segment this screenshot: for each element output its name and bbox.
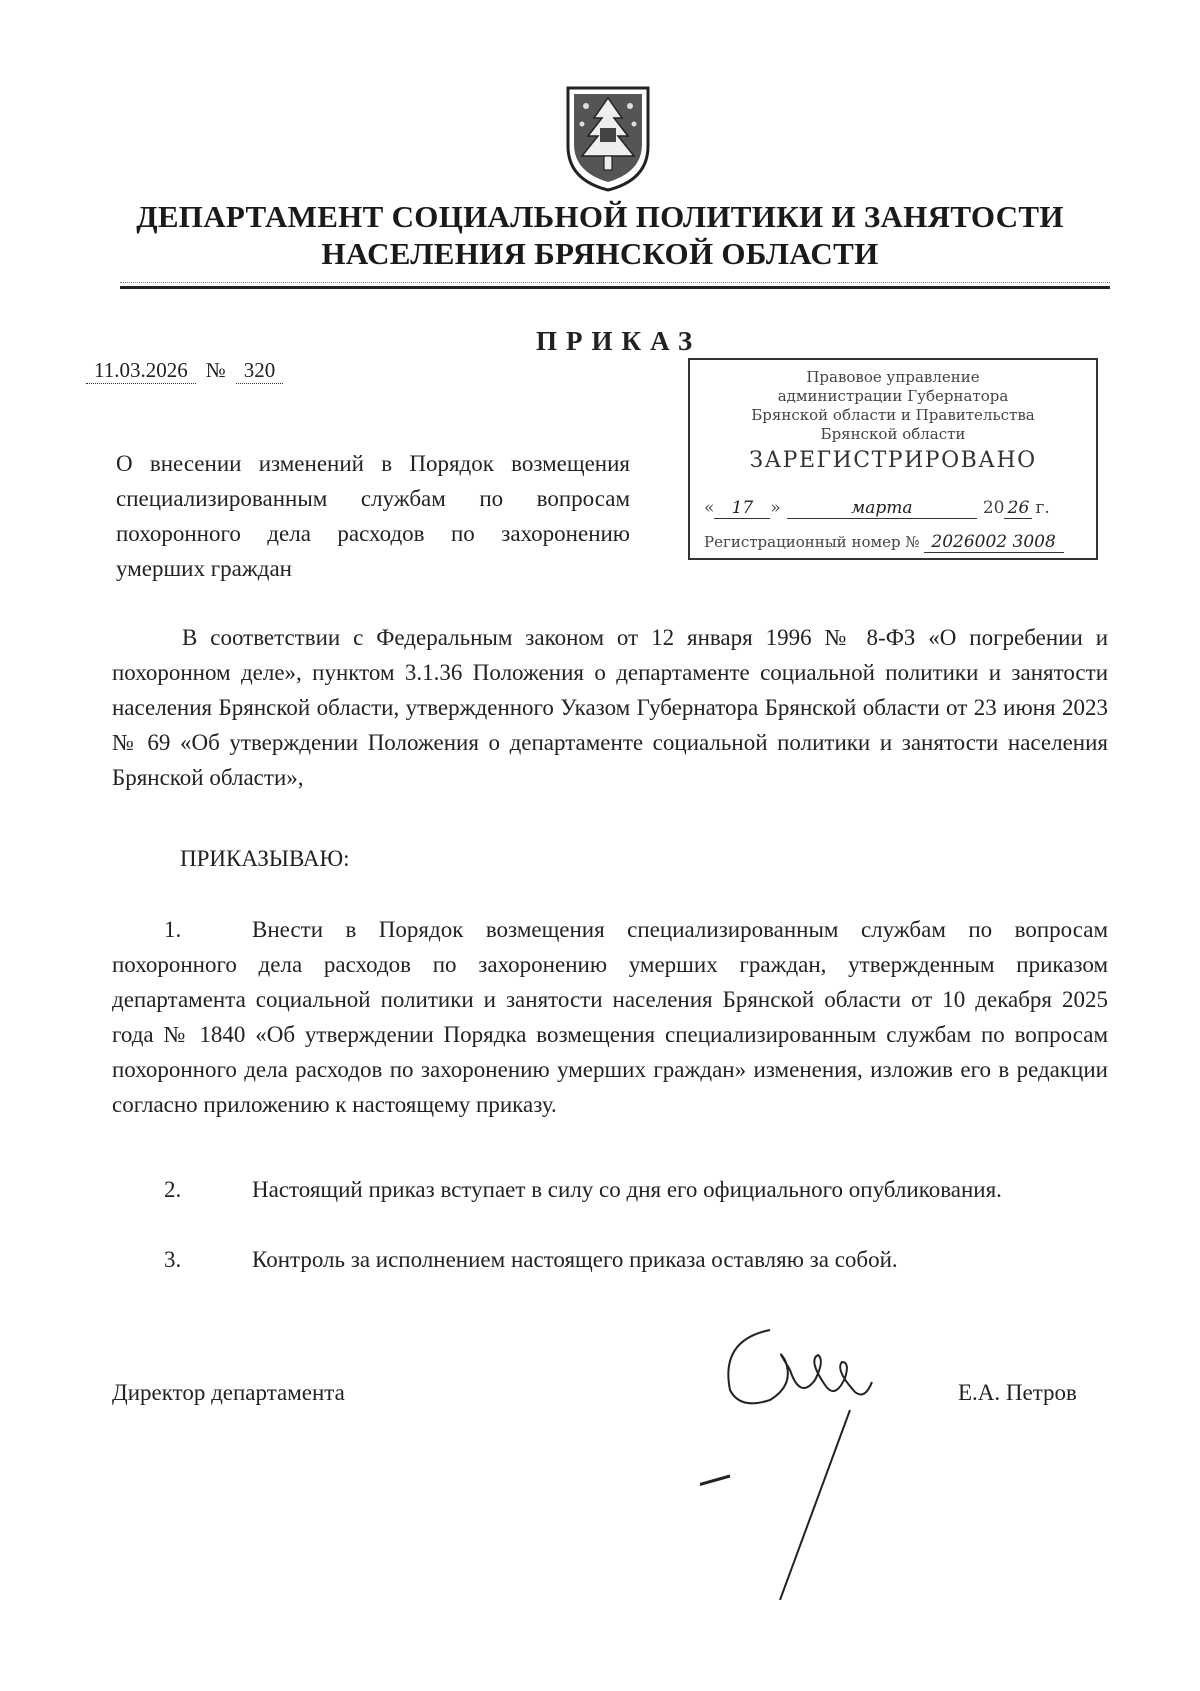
order-number: 320: [236, 358, 284, 384]
stamp-month: марта: [787, 498, 977, 519]
stamp-line-3: Брянской области и Правительства: [751, 406, 1035, 424]
stamp-registered: ЗАРЕГИСТРИРОВАНО: [749, 448, 1037, 473]
header-divider-dotted: [120, 282, 1110, 283]
stamp-line-1: Правовое управление: [806, 368, 980, 386]
order-item-1: [112, 912, 1108, 1122]
order-date: 11.03.2026: [86, 358, 196, 384]
order-number-label: №: [205, 358, 226, 382]
order-item-number: 1.: [164, 917, 182, 942]
order-item-3: [112, 1242, 1108, 1277]
stamp-reg-number-row: [704, 532, 1084, 553]
stamp-line-4: Брянской области: [820, 425, 966, 443]
stamp-reg-label: Регистрационный номер №: [704, 533, 920, 551]
preamble-text: В соответствии с Федеральным законом от 12 января 1996 № 8-ФЗ «О погребении и похоронном деле», пунктом 3.1.36 Положения о департаменте социальной политики и занятости населения Брянской области, утвержденного Указом Губернатора Брянской области от 23 июня 2023 № 69 «Об утверждении Положения о департаменте социальной политики и занятости населения Брянской области»,: [112, 625, 1108, 790]
stamp-day: 17: [714, 498, 770, 519]
stamp-year-suffix: 26: [1004, 498, 1032, 519]
department-title-line1: ДЕПАРТАМЕНТ СОЦИАЛЬНОЙ ПОЛИТИКИ И ЗАНЯТОСТИ: [136, 199, 1064, 234]
preamble-paragraph: [112, 620, 1108, 795]
order-item-text: Настоящий приказ вступает в силу со дня его официального опубликования.: [252, 1177, 1002, 1202]
order-date-number: [86, 358, 283, 384]
orders-heading: ПРИКАЗЫВАЮ:: [180, 846, 350, 871]
order-subject: О внесении изменений в Порядок возмещения специализированным службам по вопросам похоронного дела расходов по захоронению умерших граждан: [116, 451, 630, 581]
registration-stamp: [688, 358, 1098, 560]
stamp-quote-open: «: [704, 498, 715, 518]
order-item-number: 3.: [164, 1247, 182, 1272]
signatory-position: Директор департамента: [112, 1380, 345, 1405]
stamp-date-row: [704, 498, 1084, 519]
header-divider: [120, 286, 1110, 289]
order-item-text: Внести в Порядок возмещения специализированным службам по вопросам похоронного дела расходов по захоронению умерших граждан, утвержденным приказом департамента социальной политики и занятости населения Брянской области от 10 декабря 2025 года № 1840 «Об утверждении Порядка возмещения специализированным службам по вопросам похоронного дела расходов по захоронению умерших граждан» изменения, изложив его в редакции согласно приложению к настоящему приказу.: [112, 917, 1108, 1117]
order-title: ПРИКАЗ: [536, 326, 702, 356]
order-item-text: Контроль за исполнением настоящего приказа оставляю за собой.: [252, 1247, 898, 1272]
stamp-line-2: администрации Губернатора: [777, 387, 1009, 405]
order-item-number: 2.: [164, 1177, 182, 1202]
stamp-year-label: г.: [1035, 498, 1050, 518]
department-title: [100, 198, 1100, 272]
stamp-quote-close: »: [770, 498, 781, 518]
handwritten-signature: [700, 1300, 930, 1600]
stamp-year-prefix: 20: [982, 498, 1005, 518]
department-title-line2: НАСЕЛЕНИЯ БРЯНСКОЙ ОБЛАСТИ: [321, 236, 879, 271]
coat-of-arms-icon: [564, 84, 652, 192]
signatory-name: Е.А. Петров: [958, 1380, 1077, 1405]
order-item-2: [112, 1172, 1108, 1207]
stamp-reg-number: 2026002 3008: [924, 532, 1064, 553]
